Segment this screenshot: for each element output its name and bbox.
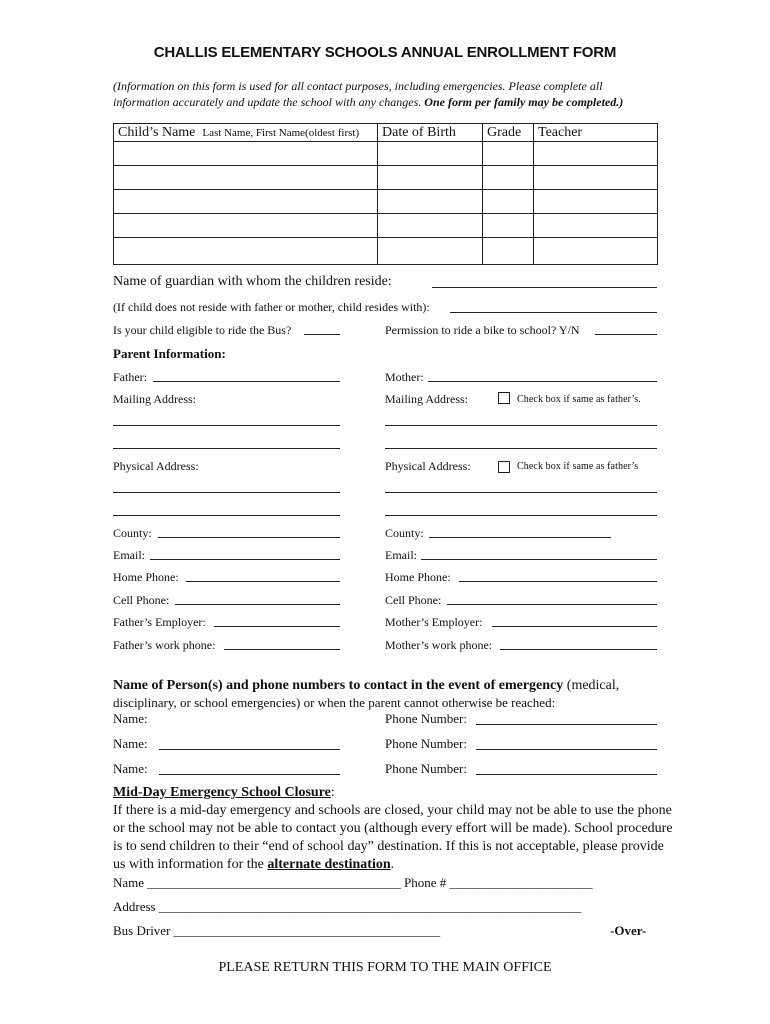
col-childs-name-hint: Last Name, First Name(oldest first) bbox=[202, 126, 360, 139]
father-physical-field-1[interactable] bbox=[113, 492, 340, 493]
same-physical-text: Check box if same as father’s bbox=[517, 461, 639, 472]
resides-with-field[interactable] bbox=[450, 312, 657, 313]
col-childs-name: Child’s Name Last Name, First Name(oldest first) bbox=[114, 124, 378, 142]
father-employer-field[interactable] bbox=[214, 626, 340, 627]
father-home-phone-label: Home Phone: bbox=[113, 570, 179, 584]
parent-info-heading: Parent Information: bbox=[113, 346, 226, 361]
alt-name-phone-line[interactable]: Name _______________________________________ Phone # ______________________ bbox=[113, 875, 593, 890]
mother-field[interactable] bbox=[428, 381, 657, 382]
child-dob-cell[interactable] bbox=[378, 190, 483, 214]
midday-text: If there is a mid-day emergency and schools are closed, your child may not be able to use the phone or the school may not be able to contact you (although every effort will be made). School procedure is to send children to their “end of school day” destination. If this is not acceptable, please provide us with information for the bbox=[113, 803, 673, 872]
child-dob-cell[interactable] bbox=[378, 142, 483, 166]
mother-email-label: Email: bbox=[385, 548, 417, 562]
same-mailing-checkbox[interactable] bbox=[498, 392, 510, 404]
emergency-subtext: disciplinary, or school emergencies) or when the parent cannot otherwise be reached: bbox=[113, 695, 556, 710]
child-name-cell[interactable] bbox=[114, 166, 378, 190]
father-label: Father: bbox=[113, 370, 147, 384]
child-dob-cell[interactable] bbox=[378, 166, 483, 190]
table-row[interactable] bbox=[114, 214, 658, 238]
father-work-phone-label: Father’s work phone: bbox=[113, 638, 216, 652]
child-teacher-cell[interactable] bbox=[534, 142, 658, 166]
guardian-field[interactable] bbox=[432, 287, 657, 288]
intro-text bbox=[113, 78, 673, 110]
emergency-phone-field-3[interactable] bbox=[476, 774, 657, 775]
mother-physical-field-1[interactable] bbox=[385, 492, 657, 493]
bus-driver-line[interactable]: Bus Driver _________________________________________ bbox=[113, 923, 441, 938]
father-home-phone-field[interactable] bbox=[186, 581, 340, 582]
table-row[interactable] bbox=[114, 190, 658, 214]
intro-line-2-bold: One form per family may be completed.) bbox=[424, 95, 624, 109]
child-grade-cell[interactable] bbox=[483, 166, 534, 190]
mother-home-phone-label: Home Phone: bbox=[385, 570, 451, 584]
emergency-name-field-2[interactable] bbox=[159, 749, 340, 750]
emergency-phone-label-2: Phone Number: bbox=[385, 736, 467, 751]
father-county-field[interactable] bbox=[158, 537, 340, 538]
mother-cell-phone-field[interactable] bbox=[447, 604, 657, 605]
emergency-name-label-1: Name: bbox=[113, 711, 148, 726]
mother-physical-field-2[interactable] bbox=[385, 515, 657, 516]
form-title: CHALLIS ELEMENTARY SCHOOLS ANNUAL ENROLLMENT FORM bbox=[153, 44, 617, 61]
emergency-phone-field-2[interactable] bbox=[476, 749, 657, 750]
children-table bbox=[113, 123, 658, 265]
father-mailing-field-2[interactable] bbox=[113, 448, 340, 449]
father-email-field[interactable] bbox=[150, 559, 340, 560]
bike-field[interactable] bbox=[595, 334, 657, 335]
mother-mailing-field-2[interactable] bbox=[385, 448, 657, 449]
table-row[interactable] bbox=[114, 238, 658, 265]
mother-work-phone-label: Mother’s work phone: bbox=[385, 638, 493, 652]
not-reside-label: (If child does not reside with father or mother, child resides with): bbox=[113, 300, 430, 314]
mother-home-phone-field[interactable] bbox=[459, 581, 657, 582]
father-mailing-label: Mailing Address: bbox=[113, 392, 196, 406]
father-county-label: County: bbox=[113, 526, 152, 540]
midday-closure-section: Mid-Day Emergency School Closure: If there is a mid-day emergency and schools are closed, your child may not be able to use the phone or the school may not be able to contact you (although every effort will be made). School procedure is to send children to their “end of school day” destination. If this is not acceptable, please provide us with information for the alternate destination. bbox=[113, 785, 673, 872]
mother-physical-label: Physical Address: bbox=[385, 459, 471, 473]
father-physical-label: Physical Address: bbox=[113, 459, 199, 473]
children-table-header bbox=[114, 124, 658, 142]
child-grade-cell[interactable] bbox=[483, 214, 534, 238]
father-cell-phone-field[interactable] bbox=[175, 604, 340, 605]
father-field[interactable] bbox=[153, 381, 340, 382]
same-physical-checkbox[interactable] bbox=[498, 461, 510, 473]
child-grade-cell[interactable] bbox=[483, 238, 534, 265]
mother-county-label: County: bbox=[385, 526, 424, 540]
col-grade: Grade bbox=[483, 124, 534, 142]
emergency-phone-field-1[interactable] bbox=[476, 724, 657, 725]
emergency-heading: Name of Person(s) and phone numbers to contact in the event of emergency (medical, bbox=[113, 678, 620, 693]
mother-email-field[interactable] bbox=[421, 559, 657, 560]
mother-work-phone-field[interactable] bbox=[500, 649, 657, 650]
child-dob-cell[interactable] bbox=[378, 238, 483, 265]
emergency-name-field-3[interactable] bbox=[159, 774, 340, 775]
guardian-label: Name of guardian with whom the children reside: bbox=[113, 274, 392, 289]
child-teacher-cell[interactable] bbox=[534, 190, 658, 214]
table-row[interactable] bbox=[114, 142, 658, 166]
mother-cell-phone-label: Cell Phone: bbox=[385, 593, 442, 607]
intro-line-2: information accurately and update the school with any changes. bbox=[113, 95, 425, 109]
over-label: -Over- bbox=[610, 923, 647, 938]
father-work-phone-field[interactable] bbox=[224, 649, 340, 650]
father-employer-label: Father’s Employer: bbox=[113, 615, 206, 629]
father-mailing-field-1[interactable] bbox=[113, 425, 340, 426]
mother-mailing-label: Mailing Address: bbox=[385, 392, 468, 406]
mother-mailing-field-1[interactable] bbox=[385, 425, 657, 426]
emergency-name-label-2: Name: bbox=[113, 736, 148, 751]
child-teacher-cell[interactable] bbox=[534, 166, 658, 190]
col-date-of-birth: Date of Birth bbox=[378, 124, 483, 142]
child-name-cell[interactable] bbox=[114, 190, 378, 214]
child-teacher-cell[interactable] bbox=[534, 238, 658, 265]
alternate-destination: alternate destination bbox=[267, 857, 391, 872]
same-mailing-text: Check box if same as father’s. bbox=[517, 394, 641, 405]
mother-county-field[interactable] bbox=[429, 537, 611, 538]
child-dob-cell[interactable] bbox=[378, 214, 483, 238]
father-email-label: Email: bbox=[113, 548, 145, 562]
mother-label: Mother: bbox=[385, 370, 424, 384]
mother-employer-label: Mother’s Employer: bbox=[385, 615, 483, 629]
bus-label: Is your child eligible to ride the Bus? bbox=[113, 323, 292, 337]
child-name-cell[interactable] bbox=[114, 214, 378, 238]
child-grade-cell[interactable] bbox=[483, 142, 534, 166]
intro-line-1: (Information on this form is used for all contact purposes, including emergencies. Please complete all bbox=[113, 79, 603, 93]
table-row[interactable] bbox=[114, 166, 658, 190]
child-teacher-cell[interactable] bbox=[534, 214, 658, 238]
bus-field[interactable] bbox=[304, 334, 340, 335]
child-name-cell[interactable] bbox=[114, 142, 378, 166]
col-teacher: Teacher bbox=[534, 124, 658, 142]
midday-heading: Mid-Day Emergency School Closure bbox=[113, 785, 331, 800]
emergency-phone-label-3: Phone Number: bbox=[385, 761, 467, 776]
father-physical-field-2[interactable] bbox=[113, 515, 340, 516]
footer-text: PLEASE RETURN THIS FORM TO THE MAIN OFFICE bbox=[218, 960, 552, 975]
father-cell-phone-label: Cell Phone: bbox=[113, 593, 170, 607]
child-grade-cell[interactable] bbox=[483, 190, 534, 214]
emergency-phone-label-1: Phone Number: bbox=[385, 711, 467, 726]
emergency-name-label-3: Name: bbox=[113, 761, 148, 776]
bike-label: Permission to ride a bike to school? Y/N bbox=[385, 323, 580, 337]
child-name-cell[interactable] bbox=[114, 238, 378, 265]
mother-employer-field[interactable] bbox=[492, 626, 657, 627]
alt-address-line[interactable]: Address _________________________________________________________________ bbox=[113, 899, 582, 914]
